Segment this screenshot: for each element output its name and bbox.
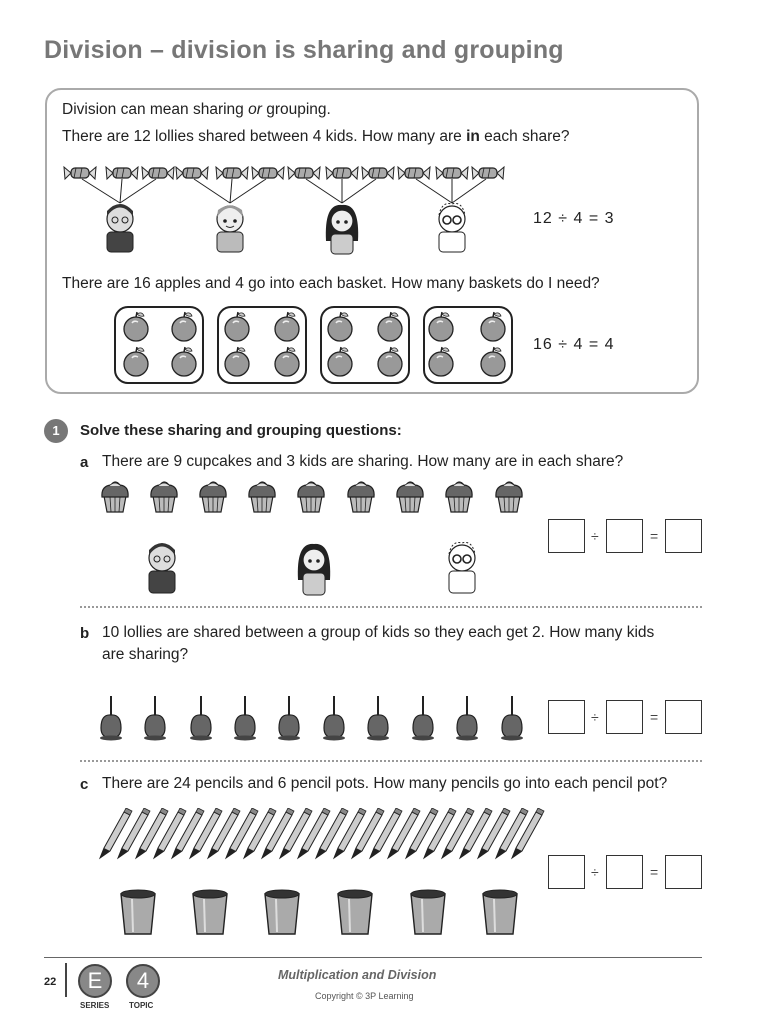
apple-basket-4: [423, 306, 513, 384]
pencil-pots-illustration: [118, 888, 526, 938]
dotted-divider: [80, 606, 702, 608]
lolly-group-4: [398, 167, 504, 252]
apples: [116, 308, 202, 382]
equals-symbol: =: [650, 528, 659, 544]
page-number: 22: [44, 976, 57, 988]
answer-c-quotient[interactable]: [665, 855, 702, 889]
part-a-letter: a: [80, 454, 89, 471]
apple-basket-1: [114, 306, 204, 384]
series-label: SERIES: [80, 1001, 110, 1010]
answer-a-divisor[interactable]: [606, 519, 643, 553]
intro-line-1: Division can mean sharing or grouping.: [62, 101, 331, 118]
kid-1: [149, 543, 175, 593]
kid-2: [298, 544, 330, 595]
divide-symbol: ÷: [591, 528, 599, 544]
answer-b-dividend[interactable]: [548, 700, 585, 734]
divide-symbol: ÷: [591, 709, 599, 725]
answer-b-divisor[interactable]: [606, 700, 643, 734]
footer-divider: [65, 963, 67, 997]
part-b-letter: b: [80, 625, 90, 642]
page-title: Division – division is sharing and grouping: [44, 36, 564, 64]
apples: [219, 308, 305, 382]
equals-symbol: =: [650, 709, 659, 725]
answer-c-divisor[interactable]: [606, 855, 643, 889]
answer-a-quotient[interactable]: [665, 519, 702, 553]
pencils-illustration: [98, 808, 546, 862]
topic-label: TOPIC: [129, 1001, 154, 1010]
kids-illustration: [130, 538, 510, 602]
answer-c-dividend[interactable]: [548, 855, 585, 889]
apple-basket-2: [217, 306, 307, 384]
kid-3: [449, 542, 475, 593]
part-c-text: There are 24 pencils and 6 pencil pots. How many pencils go into each pencil pot?: [102, 775, 668, 792]
lolly-group-1: [64, 167, 174, 252]
question-number-badge: 1: [44, 419, 68, 443]
dotted-divider: [80, 760, 702, 762]
answer-b-quotient[interactable]: [665, 700, 702, 734]
intro-line-2: There are 12 lollies shared between 4 kids. How many are in each share?: [62, 128, 570, 145]
part-c-letter: c: [80, 776, 89, 793]
apples: [322, 308, 408, 382]
lollies-sharing-illustration: [60, 155, 530, 265]
equals-symbol: =: [650, 864, 659, 880]
series-badge: E: [78, 964, 112, 998]
apples-equation: 16 ÷ 4 = 4: [533, 336, 615, 353]
topic-badge: 4: [126, 964, 160, 998]
part-b-text-line-2: are sharing?: [102, 646, 189, 663]
book-title: Multiplication and Division: [278, 968, 437, 982]
apples: [425, 308, 511, 382]
divide-symbol: ÷: [591, 864, 599, 880]
lollies-equation: 12 ÷ 4 = 3: [533, 210, 615, 227]
copyright: Copyright © 3P Learning: [315, 991, 414, 1001]
intro-line-3: There are 16 apples and 4 go into each basket. How many baskets do I need?: [62, 275, 600, 292]
toffee-apples-illustration: [96, 694, 532, 742]
lolly-group-2: [176, 167, 284, 252]
footer-rule: [44, 957, 702, 958]
lolly-group-3: [288, 167, 394, 254]
answer-a-dividend[interactable]: [548, 519, 585, 553]
part-b-text-line-1: 10 lollies are shared between a group of kids so they each get 2. How many kids: [102, 624, 655, 641]
question-title: Solve these sharing and grouping questions:: [80, 422, 402, 439]
apple-basket-3: [320, 306, 410, 384]
part-a-text: There are 9 cupcakes and 3 kids are sharing. How many are in each share?: [102, 453, 624, 470]
